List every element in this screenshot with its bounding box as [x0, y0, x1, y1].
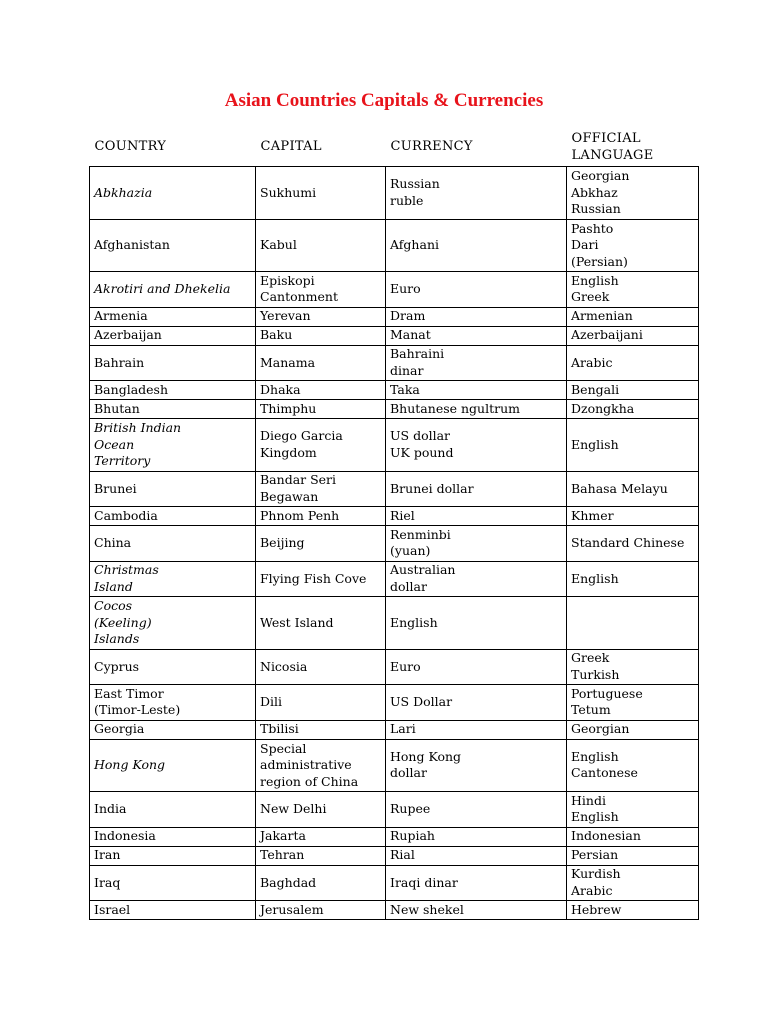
- cell-country: Abkhazia: [90, 167, 256, 220]
- cell-currency: US Dollar: [386, 685, 567, 721]
- cell-country: East Timor (Timor-Leste): [90, 685, 256, 721]
- cell-capital: Diego Garcia Kingdom: [256, 419, 386, 472]
- table-row: [90, 307, 699, 326]
- header-country: COUNTRY: [94, 139, 167, 155]
- cell-currency: Rial: [386, 846, 567, 865]
- cell-currency: Hong Kong dollar: [386, 739, 567, 792]
- table-row: [90, 326, 699, 345]
- cell-language: Bahasa Melayu: [567, 471, 699, 507]
- cell-country: China: [90, 526, 256, 562]
- cell-language: English: [567, 419, 699, 472]
- cell-country: Iraq: [90, 865, 256, 901]
- cell-language: Khmer: [567, 507, 699, 526]
- cell-currency: US dollar UK pound: [386, 419, 567, 472]
- cell-language: Kurdish Arabic: [567, 865, 699, 901]
- table-row: [90, 272, 699, 308]
- cell-capital: Baku: [256, 326, 386, 345]
- cell-capital: Dhaka: [256, 381, 386, 400]
- cell-currency: Afghani: [386, 219, 567, 272]
- cell-currency: Lari: [386, 720, 567, 739]
- cell-language: Dzongkha: [567, 400, 699, 419]
- table-row: [90, 685, 699, 721]
- cell-country: Hong Kong: [90, 739, 256, 792]
- table-row: [90, 827, 699, 846]
- cell-country: Brunei: [90, 471, 256, 507]
- table-row: [90, 792, 699, 828]
- cell-capital: Thimphu: [256, 400, 386, 419]
- cell-currency: Euro: [386, 272, 567, 308]
- cell-language: Standard Chinese: [567, 526, 699, 562]
- cell-country: Akrotiri and Dhekelia: [90, 272, 256, 308]
- cell-language: Azerbaijani: [567, 326, 699, 345]
- table-row: [90, 381, 699, 400]
- table-row: [90, 901, 699, 920]
- table-row: [90, 167, 699, 220]
- cell-country: Bahrain: [90, 345, 256, 381]
- cell-currency: Bahraini dinar: [386, 345, 567, 381]
- cell-language: Indonesian: [567, 827, 699, 846]
- table-row: [90, 865, 699, 901]
- cell-capital: Nicosia: [256, 649, 386, 685]
- cell-country: Israel: [90, 901, 256, 920]
- table-row: [90, 526, 699, 562]
- cell-country: Christmas Island: [90, 561, 256, 597]
- table-body: [90, 167, 699, 920]
- table-row: [90, 219, 699, 272]
- cell-currency: Rupiah: [386, 827, 567, 846]
- cell-capital: Tehran: [256, 846, 386, 865]
- cell-language: Bengali: [567, 381, 699, 400]
- cell-currency: Dram: [386, 307, 567, 326]
- countries-table: [89, 128, 699, 920]
- cell-language: English: [567, 561, 699, 597]
- cell-currency: Riel: [386, 507, 567, 526]
- table-row: [90, 400, 699, 419]
- cell-capital: Jakarta: [256, 827, 386, 846]
- cell-currency: Rupee: [386, 792, 567, 828]
- cell-capital: Phnom Penh: [256, 507, 386, 526]
- cell-capital: Bandar Seri Begawan: [256, 471, 386, 507]
- cell-currency: Taka: [386, 381, 567, 400]
- table-row: [90, 419, 699, 472]
- cell-currency: Russian ruble: [386, 167, 567, 220]
- page-title: Asian Countries Capitals & Currencies: [224, 90, 544, 111]
- cell-capital: Episkopi Cantonment: [256, 272, 386, 308]
- cell-capital: Jerusalem: [256, 901, 386, 920]
- cell-language: [567, 597, 699, 650]
- cell-currency: Renminbi (yuan): [386, 526, 567, 562]
- cell-capital: Baghdad: [256, 865, 386, 901]
- table-row: [90, 507, 699, 526]
- header-capital: CAPITAL: [260, 139, 322, 155]
- cell-language: English Greek: [567, 272, 699, 308]
- cell-country: Georgia: [90, 720, 256, 739]
- cell-country: Bangladesh: [90, 381, 256, 400]
- cell-currency: Bhutanese ngultrum: [386, 400, 567, 419]
- cell-language: Portuguese Tetum: [567, 685, 699, 721]
- cell-capital: West Island: [256, 597, 386, 650]
- cell-country: Armenia: [90, 307, 256, 326]
- cell-language: Hebrew: [567, 901, 699, 920]
- cell-country: Azerbaijan: [90, 326, 256, 345]
- table-header-row: [90, 128, 699, 167]
- cell-capital: New Delhi: [256, 792, 386, 828]
- cell-country: Indonesia: [90, 827, 256, 846]
- cell-country: Cyprus: [90, 649, 256, 685]
- cell-capital: Tbilisi: [256, 720, 386, 739]
- cell-language: Georgian: [567, 720, 699, 739]
- table-row: [90, 561, 699, 597]
- cell-country: Bhutan: [90, 400, 256, 419]
- table-row: [90, 739, 699, 792]
- table-row: [90, 471, 699, 507]
- cell-country: Cocos (Keeling) Islands: [90, 597, 256, 650]
- cell-capital: Sukhumi: [256, 167, 386, 220]
- cell-country: Iran: [90, 846, 256, 865]
- cell-currency: Iraqi dinar: [386, 865, 567, 901]
- cell-country: British Indian Ocean Territory: [90, 419, 256, 472]
- cell-currency: Manat: [386, 326, 567, 345]
- cell-language: Persian: [567, 846, 699, 865]
- header-currency: CURRENCY: [390, 139, 473, 155]
- cell-language: Hindi English: [567, 792, 699, 828]
- cell-currency: Australian dollar: [386, 561, 567, 597]
- cell-country: Cambodia: [90, 507, 256, 526]
- cell-capital: Special administrative region of China: [256, 739, 386, 792]
- table-row: [90, 597, 699, 650]
- cell-capital: Manama: [256, 345, 386, 381]
- cell-language: Arabic: [567, 345, 699, 381]
- cell-capital: Yerevan: [256, 307, 386, 326]
- cell-capital: Beijing: [256, 526, 386, 562]
- cell-country: Afghanistan: [90, 219, 256, 272]
- cell-currency: Brunei dollar: [386, 471, 567, 507]
- table-row: [90, 720, 699, 739]
- cell-language: Pashto Dari (Persian): [567, 219, 699, 272]
- cell-currency: Euro: [386, 649, 567, 685]
- cell-language: Georgian Abkhaz Russian: [567, 167, 699, 220]
- cell-country: India: [90, 792, 256, 828]
- cell-language: Armenian: [567, 307, 699, 326]
- table-row: [90, 345, 699, 381]
- cell-language: English Cantonese: [567, 739, 699, 792]
- cell-currency: English: [386, 597, 567, 650]
- cell-currency: New shekel: [386, 901, 567, 920]
- cell-capital: Flying Fish Cove: [256, 561, 386, 597]
- cell-language: Greek Turkish: [567, 649, 699, 685]
- table-row: [90, 846, 699, 865]
- table-row: [90, 649, 699, 685]
- cell-capital: Dili: [256, 685, 386, 721]
- cell-capital: Kabul: [256, 219, 386, 272]
- header-official-language: OFFICIAL LANGUAGE: [571, 131, 654, 163]
